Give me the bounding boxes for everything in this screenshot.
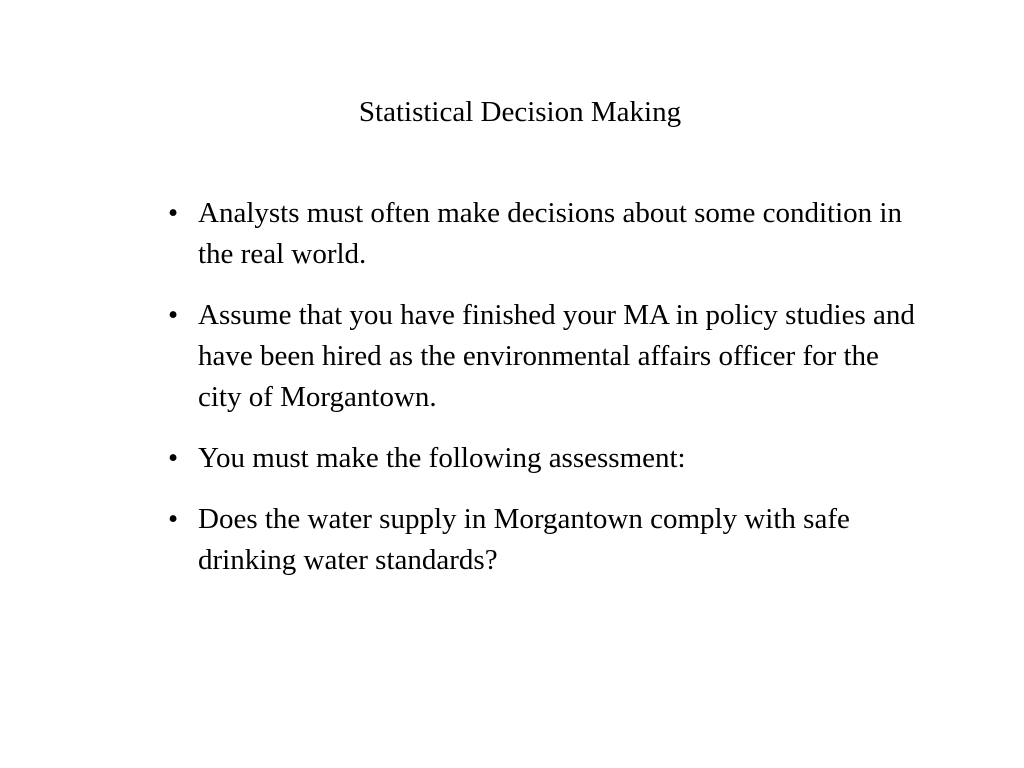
bullet-text: Does the water supply in Morgantown comply with safe drinking water standards? [198,503,850,576]
slide-title: Statistical Decision Making [358,96,682,128]
bullet-item [160,499,920,581]
bullet-text: Analysts must often make decisions about some condition in the real world. [198,197,902,270]
bullet-list [160,193,920,601]
bullet-text: You must make the following assessment: [198,442,686,474]
bullet-item [160,193,920,275]
bullet-icon: • [168,197,179,229]
bullet-item [160,438,920,479]
bullet-text: Assume that you have finished your MA in policy studies and have been hired as the environmental affairs officer for the city of Morgantown. [198,299,915,413]
bullet-icon: • [168,442,179,474]
bullet-icon: • [168,503,179,535]
bullet-icon: • [168,299,179,331]
bullet-item [160,295,920,418]
